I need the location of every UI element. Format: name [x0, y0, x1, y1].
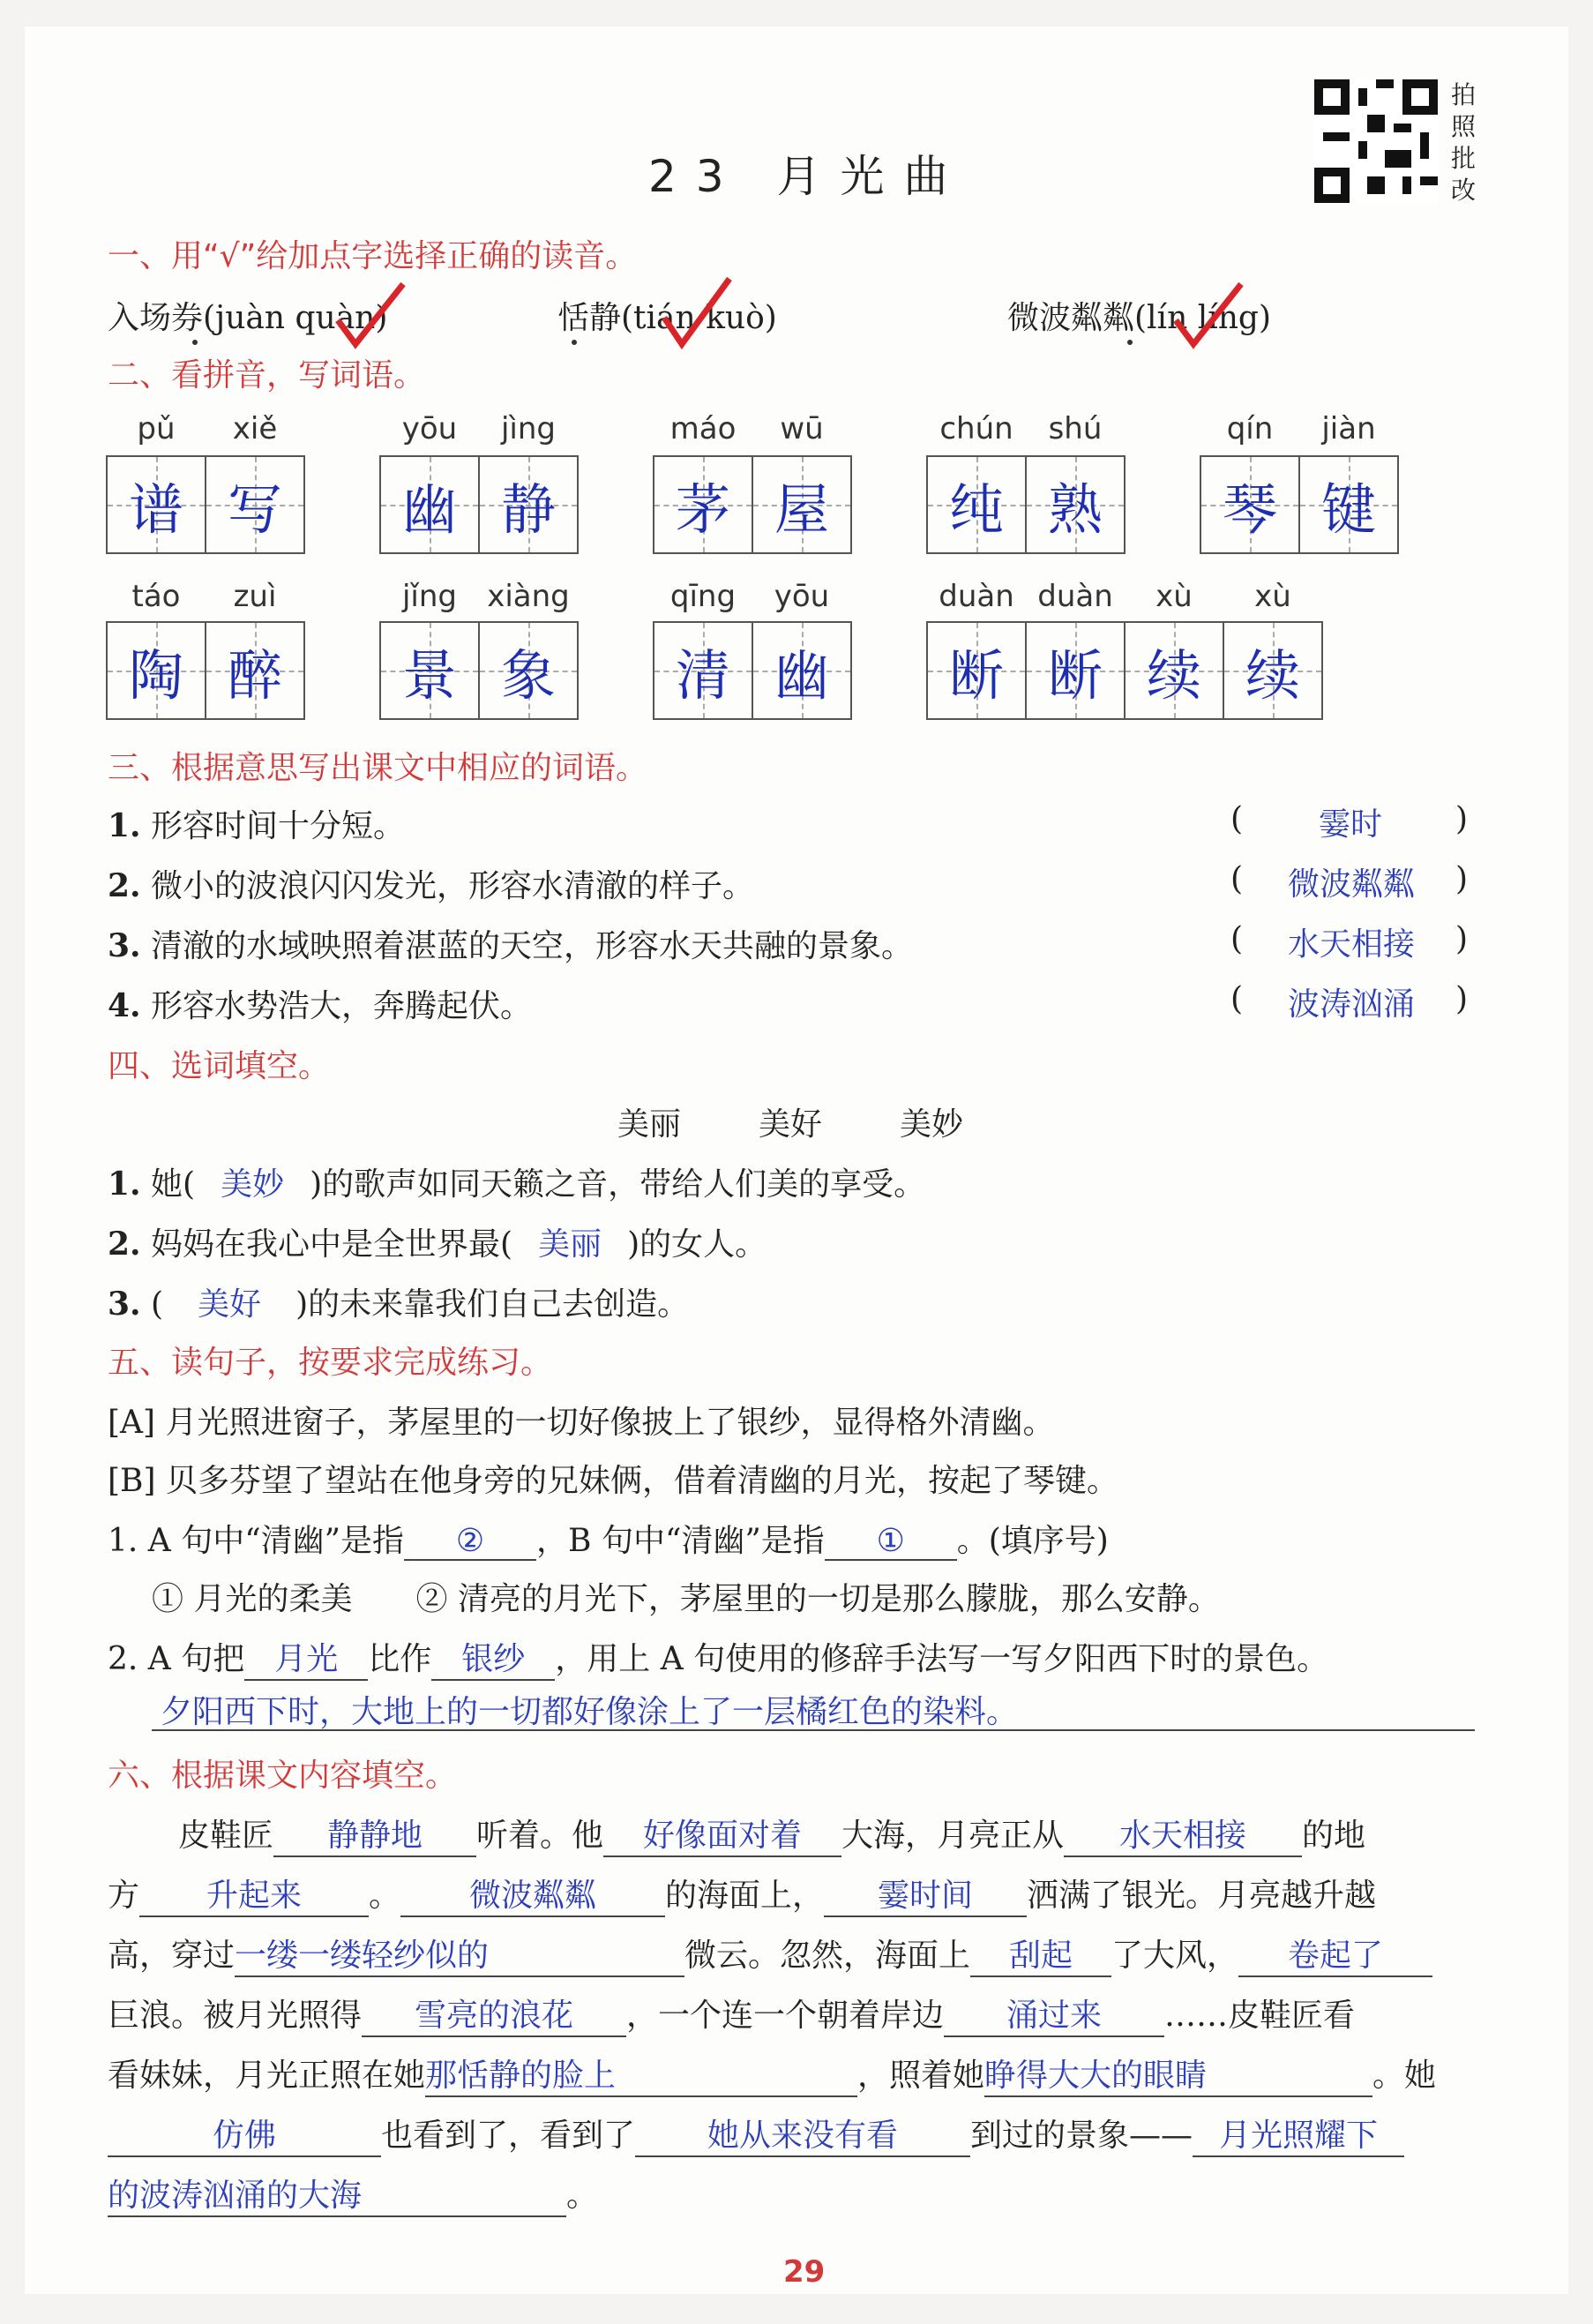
- char-cell: 续: [1224, 623, 1321, 718]
- answer-text: 美好: [198, 1286, 262, 1323]
- q4-item-3: 3. ( 美好 )的未来靠我们自己去创造。: [108, 1279, 689, 1324]
- answer-text: 那恬静的脸上: [425, 2050, 857, 2097]
- section-1-heading: 一、用“√”给加点字选择正确的读音。: [108, 238, 638, 274]
- section-2-heading: 二、看拼音，写词语。: [108, 357, 426, 394]
- emphasis-dot: [572, 340, 577, 345]
- answer-text: 仿佛: [108, 2110, 381, 2157]
- answer-text: 水天相接: [1288, 926, 1416, 963]
- q4-item-2: 2. 妈妈在我心中是全世界最( 美丽 )的女人。: [108, 1219, 767, 1264]
- pinyin: táo: [131, 579, 181, 614]
- answer-text: 银纱: [431, 1634, 555, 1681]
- answer-text: 美丽: [538, 1226, 602, 1263]
- page-title: 23 月光曲: [648, 151, 968, 202]
- pinyin: duàn: [1037, 579, 1113, 614]
- section-5-heading: 五、读句子，按要求完成练习。: [108, 1345, 553, 1381]
- checkmark-icon: [331, 281, 410, 351]
- q3-text: 微小的波浪闪闪发光，形容水清澈的样子。: [151, 868, 755, 904]
- pinyin: shú: [1048, 411, 1103, 446]
- section-4-heading: 四、选词填空。: [108, 1048, 331, 1084]
- q3-text: 形容时间十分短。: [151, 808, 406, 844]
- sentence-a: [A] 月光照进窗子，茅屋里的一切好像披上了银纱，显得格外清幽。: [108, 1405, 1055, 1441]
- pinyin: wū: [780, 411, 824, 446]
- pinyin: máo: [669, 411, 737, 446]
- pinyin: yōu: [401, 411, 458, 446]
- char-cell: 屋: [753, 457, 850, 552]
- word-option: 美妙: [900, 1106, 964, 1143]
- checkmark-icon: [1169, 281, 1248, 351]
- answer-text: 卷起了: [1238, 1930, 1432, 1977]
- pinyin: xiàng: [487, 579, 570, 614]
- pinyin: qín: [1226, 411, 1274, 446]
- q6-line-1: 皮鞋匠 静静地 听着。他 好像面对着 大海，月亮正从 水天相接 的地: [178, 1810, 1365, 1857]
- answer-text: 睁得大大的眼睛: [984, 2050, 1372, 2097]
- qr-code-icon[interactable]: [1314, 79, 1438, 203]
- pinyin: jǐng: [401, 579, 458, 614]
- answer-text: ①: [825, 1523, 957, 1561]
- q5-question-2: 2. A 句把 月光 比作 银纱 ，用上 A 句使用的修辞手法写一写夕阳西下时的景色。: [108, 1634, 1328, 1681]
- pinyin: zuì: [233, 579, 277, 614]
- answer-text: 霎时: [1319, 806, 1383, 843]
- pinyin: duàn: [939, 579, 1014, 614]
- q1-item-3: 微波粼粼(lín líng): [1007, 300, 1272, 336]
- qr-caption: 拍照批改: [1451, 80, 1477, 205]
- answer-text: 微波粼粼: [1288, 866, 1416, 903]
- char-cell: 续: [1126, 623, 1224, 718]
- char-cell: 陶: [108, 623, 206, 718]
- char-cell: 幽: [381, 457, 480, 552]
- q6-line-6: 仿佛 也看到了，看到了 她从来没有看 到过的景象—— 月光照耀下: [108, 2110, 1404, 2157]
- pinyin: xù: [1254, 579, 1291, 614]
- answer-text: ②: [404, 1523, 536, 1561]
- page-number: 29: [783, 2254, 826, 2290]
- emphasis-dot: [1127, 340, 1133, 345]
- emphasis-dot: [192, 340, 198, 345]
- answer-text: 水天相接: [1064, 1810, 1302, 1857]
- answer-text: 她从来没有看: [635, 2110, 970, 2157]
- q1-item-1: 入场券(juàn quàn): [108, 300, 388, 336]
- pinyin: pǔ: [137, 411, 176, 446]
- pinyin: qīng: [669, 579, 737, 614]
- answer-text: 静静地: [273, 1810, 476, 1857]
- char-cell: 熟: [1027, 457, 1124, 552]
- char-cell: 醉: [206, 623, 303, 718]
- answer-text: 刮起: [970, 1930, 1111, 1977]
- char-cell: 幽: [753, 623, 850, 718]
- char-cell: 清: [654, 623, 753, 718]
- char-cell: 静: [480, 457, 577, 552]
- answer-text: 涌过来: [944, 1990, 1164, 2037]
- answer-text: 霎时间: [824, 1870, 1027, 1917]
- answer-text: 美妙: [221, 1166, 285, 1203]
- char-cell: 谱: [108, 457, 206, 552]
- pinyin: yōu: [774, 579, 830, 614]
- answer-text: 月光: [244, 1634, 368, 1681]
- section-3-heading: 三、根据意思写出课文中相应的词语。: [108, 750, 648, 786]
- answer-text: 升起来: [139, 1870, 369, 1917]
- q3-text: 清澈的水域映照着湛蓝的天空，形容水天共融的景象。: [151, 928, 914, 964]
- answer-text: 的波涛汹涌的大海: [108, 2170, 566, 2217]
- q6-line-7: 的波涛汹涌的大海 。: [108, 2170, 598, 2217]
- word-option: 美丽: [617, 1106, 682, 1143]
- pinyin: xù: [1155, 579, 1193, 614]
- answer-text: 夕阳西下时，大地上的一切都好像涂上了一层橘红色的染料。: [161, 1694, 1019, 1730]
- char-cell: 断: [1027, 623, 1126, 718]
- answer-text: 一缕一缕轻纱似的: [235, 1930, 684, 1977]
- checkmark-icon: [657, 275, 737, 351]
- answer-text: 雪亮的浪花: [362, 1990, 626, 2037]
- char-cell: 断: [928, 623, 1027, 718]
- answer-text: 月光照耀下: [1193, 2110, 1404, 2157]
- pinyin: jiàn: [1321, 411, 1376, 446]
- char-cell: 茅: [654, 457, 753, 552]
- answer-line: [152, 1729, 1475, 1731]
- char-cell: 琴: [1201, 457, 1300, 552]
- sentence-b: [B] 贝多芬望了望站在他身旁的兄妹俩，借着清幽的月光，按起了琴键。: [108, 1463, 1118, 1499]
- section-6-heading: 六、根据课文内容填空。: [108, 1758, 458, 1794]
- pinyin: jìng: [500, 411, 557, 446]
- answer-text: 波涛汹涌: [1288, 986, 1416, 1023]
- q5-choices: ① 月光的柔美 ② 清亮的月光下，茅屋里的一切是那么朦胧，那么安静。: [152, 1581, 1220, 1617]
- char-cell: 写: [206, 457, 303, 552]
- q4-item-1: 1. 她( 美妙 )的歌声如同天籁之音，带给人们美的享受。: [108, 1159, 925, 1204]
- q6-line-3: 高，穿过一缕一缕轻纱似的 微云。忽然，海面上 刮起 了大风， 卷起了: [108, 1930, 1432, 1977]
- q1-item-2: 恬静(tián kuò): [557, 300, 777, 336]
- char-cell: 纯: [928, 457, 1027, 552]
- char-cell: 键: [1300, 457, 1397, 552]
- word-option: 美好: [759, 1106, 823, 1143]
- pinyin: chún: [939, 411, 1013, 446]
- q6-line-5: 看妹妹，月光正照在她那恬静的脸上 ，照着她睁得大大的眼睛 。她: [108, 2050, 1436, 2097]
- q3-text: 形容水势浩大，奔腾起伏。: [151, 988, 533, 1024]
- q6-line-2: 方 升起来 。 微波粼粼 的海面上， 霎时间 洒满了银光。月亮越升越: [108, 1870, 1376, 1917]
- answer-text: 微波粼粼: [400, 1870, 665, 1917]
- char-cell: 象: [480, 623, 577, 718]
- q6-line-4: 巨浪。被月光照得 雪亮的浪花 ，一个连一个朝着岸边 涌过来 ……皮鞋匠看: [108, 1990, 1355, 2037]
- answer-text: 好像面对着: [603, 1810, 841, 1857]
- q5-question-1: 1. A 句中“清幽”是指 ② ，B 句中“清幽”是指 ① 。(填序号): [108, 1523, 1109, 1559]
- pinyin: xiě: [232, 411, 278, 446]
- char-cell: 景: [381, 623, 480, 718]
